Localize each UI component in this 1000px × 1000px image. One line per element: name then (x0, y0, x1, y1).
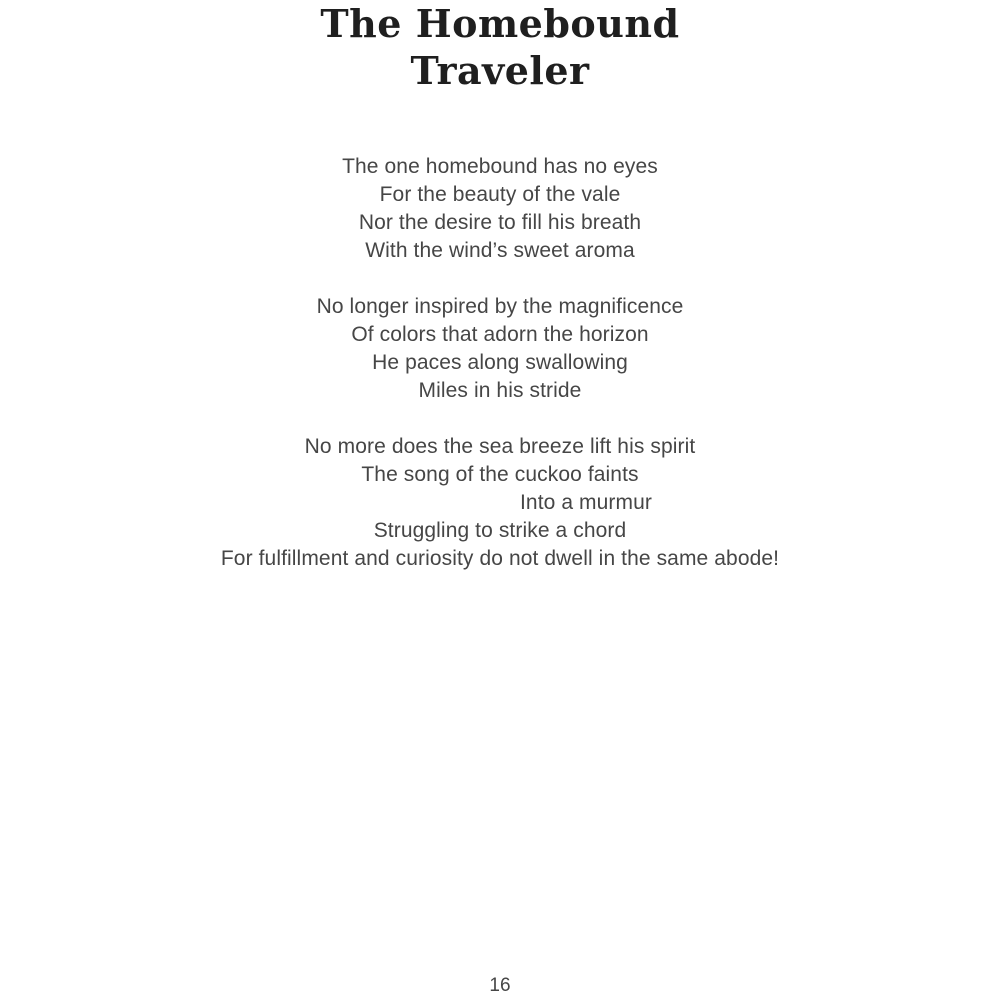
stanza (0, 293, 1000, 405)
poem-line: No more does the sea breeze lift his spirit (304, 435, 696, 458)
poem-line: The one homebound has no eyes (342, 155, 658, 178)
poem-line: The song of the cuckoo faints (361, 463, 639, 486)
page-title-line: Traveler (410, 48, 590, 93)
page-number: 16 (489, 975, 511, 996)
stanza (0, 153, 1000, 265)
poem-line: With the wind’s sweet aroma (365, 239, 635, 262)
poem-line: Into a murmur (519, 491, 652, 514)
poem-line: For the beauty of the vale (379, 183, 621, 206)
poem-line: No longer inspired by the magnificence (316, 295, 684, 318)
poem-line: He paces along swallowing (372, 351, 628, 374)
poem-line: Nor the desire to fill his breath (358, 211, 642, 234)
page-title (0, 0, 1000, 94)
poem-line: Miles in his stride (418, 379, 582, 402)
poem-line: Of colors that adorn the horizon (351, 323, 649, 346)
page-title-line: The Homebound (320, 1, 680, 46)
poem-line: Struggling to strike a chord (373, 519, 627, 542)
stanza (0, 433, 1000, 573)
poem-body (0, 153, 1000, 573)
poem-line: For fulfillment and curiosity do not dwell in the same abode! (220, 547, 780, 570)
